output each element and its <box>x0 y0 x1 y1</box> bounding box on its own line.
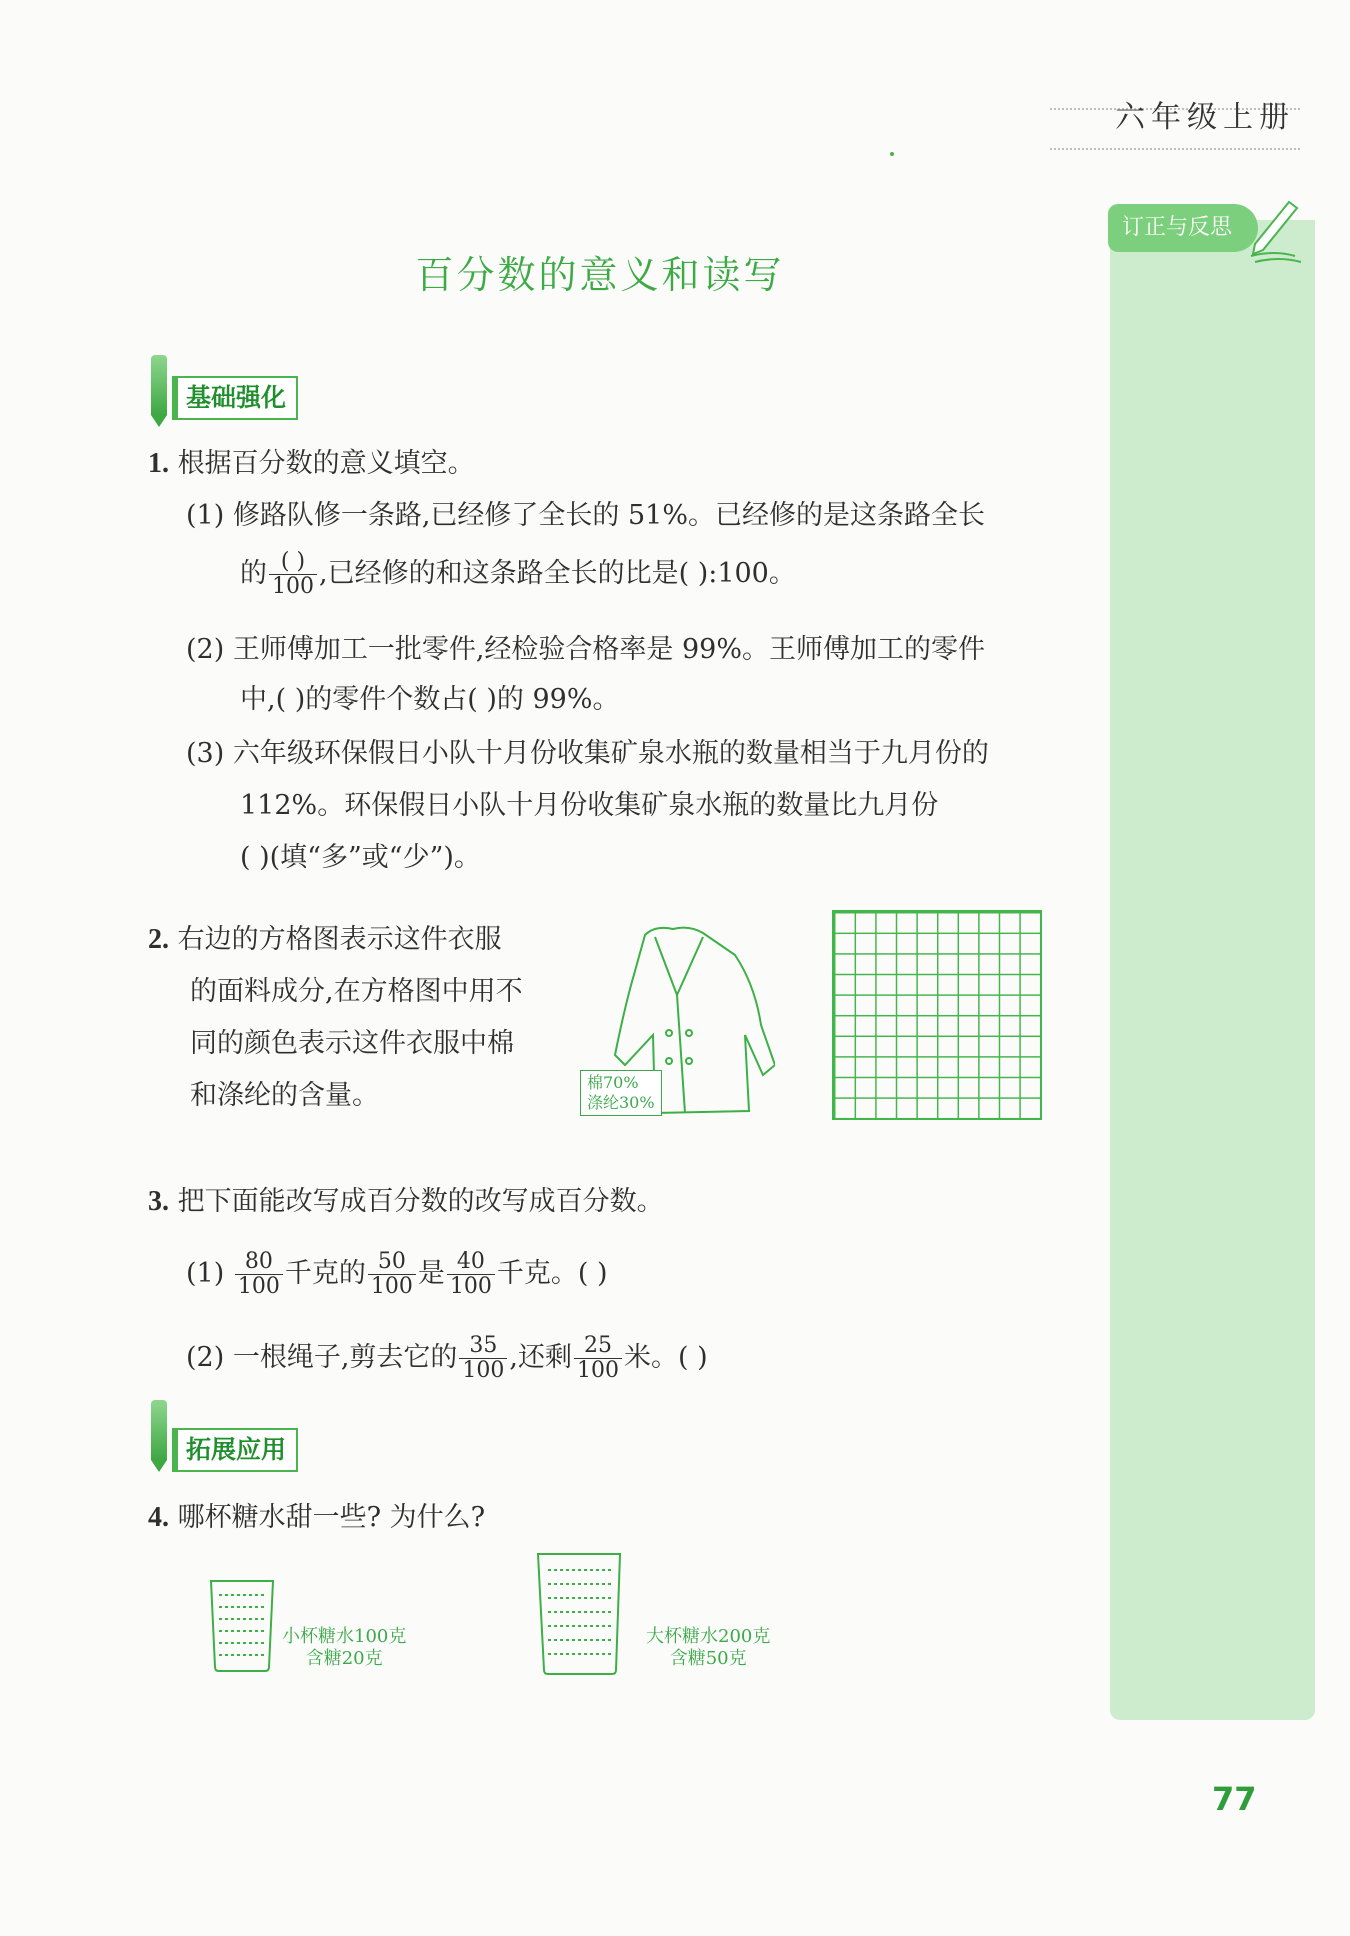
q1-fraction-denominator: 100 <box>272 574 314 599</box>
correction-tab-label: 订正与反思 <box>1122 215 1233 240</box>
correction-panel <box>1110 220 1315 1720</box>
small-cup-label <box>282 1626 406 1670</box>
q3-sub2 <box>186 1334 708 1383</box>
page-number: 77 <box>1212 1780 1257 1818</box>
q3-sub1-text-1: 千克的 <box>284 1258 366 1289</box>
question-2-text-4: 和涤纶的含量。 <box>190 1080 379 1111</box>
q3-sub2-prefix: (2) 一根绳子,剪去它的 <box>186 1342 458 1373</box>
question-1-number: 1. <box>148 448 169 479</box>
q3-sub1-prefix: (1) <box>186 1258 225 1289</box>
large-cup-icon <box>532 1548 627 1678</box>
section-basic-label: 基础强化 <box>172 376 298 420</box>
q1-part2-line2: 中,( )的零件个数占( )的 99%。 <box>240 684 620 715</box>
decorative-dot <box>890 152 894 156</box>
q3-sub1-fraction-3 <box>447 1250 495 1299</box>
question-1-stem <box>148 444 475 484</box>
q3-sub2-text-1: ,还剩 <box>509 1342 573 1373</box>
fraction-denominator: 100 <box>577 1358 620 1383</box>
fabric-polyester: 涤纶30% <box>587 1093 655 1112</box>
fraction-denominator: 100 <box>237 1274 280 1299</box>
q1-part2-line1: (2) 王师傅加工一批零件,经检验合格率是 99%。王师傅加工的零件 <box>186 634 986 665</box>
small-cup-weight: 小杯糖水100克 <box>282 1626 407 1647</box>
q1-part1-prefix: 的 <box>240 558 267 589</box>
small-cup-icon <box>205 1575 280 1675</box>
page-title: 百分数的意义和读写 <box>415 253 785 297</box>
question-4-stem <box>148 1498 485 1538</box>
question-2-number: 2. <box>148 924 169 955</box>
fabric-cotton: 棉70% <box>587 1073 639 1092</box>
question-1-text: 根据百分数的意义填空。 <box>177 448 475 479</box>
q3-sub1-fraction-2 <box>368 1250 416 1299</box>
q3-sub1-text-3: 千克。( ) <box>496 1258 608 1289</box>
q1-part3-line1: (3) 六年级环保假日小队十月份收集矿泉水瓶的数量相当于九月份的 <box>186 738 989 769</box>
large-cup-label <box>646 1626 770 1670</box>
question-3-number: 3. <box>148 1186 169 1217</box>
fraction-numerator: 25 <box>574 1334 622 1359</box>
section-extend-label: 拓展应用 <box>172 1428 298 1472</box>
question-2-line1 <box>148 920 502 960</box>
q1-part3-line2: 112%。环保假日小队十月份收集矿泉水瓶的数量比九月份 <box>240 790 939 821</box>
q1-part3-line3: ( )(填“多”或“少”)。 <box>240 842 481 873</box>
q1-fraction-numerator: ( ) <box>269 550 317 575</box>
q1-part1-line1: (1) 修路队修一条路,已经修了全长的 51%。已经修的是这条路全长 <box>186 500 986 531</box>
fraction-denominator: 100 <box>370 1274 413 1299</box>
q3-sub1 <box>186 1250 608 1299</box>
large-cup-sugar: 含糖50克 <box>669 1648 747 1669</box>
fraction-denominator: 100 <box>462 1358 505 1383</box>
q3-sub1-text-2: 是 <box>417 1258 445 1289</box>
pencil-icon <box>151 1400 167 1460</box>
q3-sub2-text-2: 米。( ) <box>624 1342 708 1373</box>
pencil-icon <box>151 355 167 415</box>
question-3-text: 把下面能改写成百分数的改写成百分数。 <box>177 1186 664 1217</box>
q1-part1-fraction <box>269 550 317 599</box>
large-cup-weight: 大杯糖水200克 <box>646 1626 771 1647</box>
q3-sub1-fraction-1 <box>235 1250 283 1299</box>
fraction-numerator: 40 <box>447 1250 495 1275</box>
pencil-lines-icon <box>1245 196 1307 266</box>
fraction-denominator: 100 <box>449 1274 492 1299</box>
fraction-numerator: 35 <box>459 1334 507 1359</box>
fraction-numerator: 50 <box>368 1250 416 1275</box>
q3-sub2-fraction-2 <box>574 1334 622 1383</box>
q1-part1-suffix: ,已经修的和这条路全长的比是( ):100。 <box>319 558 796 589</box>
grade-label: 六年级上册 <box>1115 100 1295 135</box>
question-2-text-2: 的面料成分,在方格图中用不 <box>190 976 523 1007</box>
question-4-number: 4. <box>148 1502 169 1533</box>
question-4-text: 哪杯糖水甜一些? 为什么? <box>177 1502 486 1533</box>
question-3-stem <box>148 1182 664 1222</box>
question-2-text-1: 右边的方格图表示这件衣服 <box>177 924 502 955</box>
hundred-grid[interactable] <box>832 910 1042 1120</box>
question-2-text-3: 同的颜色表示这件衣服中棉 <box>190 1028 514 1059</box>
fabric-tag <box>580 1070 662 1116</box>
q1-part1-line2 <box>240 550 796 599</box>
fraction-numerator: 80 <box>235 1250 283 1275</box>
q3-sub2-fraction-1 <box>459 1334 507 1383</box>
small-cup-sugar: 含糖20克 <box>305 1648 383 1669</box>
